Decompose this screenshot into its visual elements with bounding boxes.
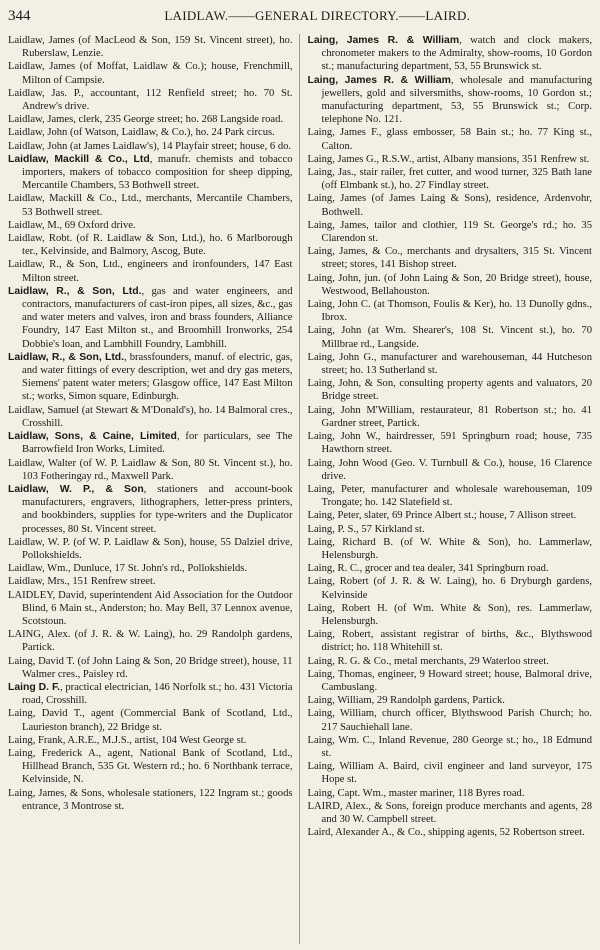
entry-name: Laidlaw, Mackill & Co., Ltd: [8, 153, 150, 165]
entry-text: Laidlaw, Walter (of W. P. Laidlaw & Son, 80 St. Vincent st.), ho. 103 Fotheringay rd., Maxwell Park.: [8, 457, 293, 482]
entry-text: Laidlaw, Wm., Dunluce, 17 St. John's rd., Pollokshields.: [8, 563, 248, 575]
directory-entry: [308, 575, 593, 601]
entry-text: Laing, David T., agent (Commercial Bank of Scotland, Ltd., Laurieston branch), 22 Bridge st.: [8, 708, 293, 733]
directory-entry: [308, 153, 593, 166]
entry-text: Laidlaw, W. P. (of W. P. Laidlaw & Son), house, 55 Dalziel drive, Pollokshields.: [8, 536, 293, 561]
directory-entry: [308, 655, 593, 668]
directory-entry: [8, 219, 293, 232]
entry-name: Laidlaw, R., & Son, Ltd.: [8, 285, 142, 297]
directory-entry: [308, 404, 593, 430]
directory-entry: [8, 285, 293, 351]
directory-entry: [8, 232, 293, 258]
entry-text: , manufr. chemists and tobacco importers, makers of tobacco composition for sheep dipping, Mercantile Chambers, 53 Bothwell street.: [22, 153, 293, 192]
entry-text: Laing, P. S., 57 Kirkland st.: [307, 523, 425, 535]
directory-entry: [8, 734, 293, 747]
directory-entry: [308, 272, 593, 298]
directory-entry: [308, 734, 593, 760]
directory-entry: [308, 74, 593, 127]
directory-entry: [308, 457, 593, 483]
directory-entry: [308, 324, 593, 350]
directory-entry: [8, 562, 293, 575]
entry-text: Laing, William, church officer, Blythswood Parish Church; ho. 217 Sauchiehall lane.: [307, 708, 592, 733]
directory-entry: [8, 404, 293, 430]
directory-entry: [8, 589, 293, 629]
entry-text: Laing, Peter, slater, 69 Prince Albert st.; house, 7 Allison street.: [307, 510, 577, 522]
directory-entry: [8, 60, 293, 86]
directory-entry: [8, 681, 293, 707]
entry-text: , gas and water engineers, and contractors, manufacturers of cast-iron pipes, all sizes, &c., gas and water meters and valves, iron and brass founders, Alliance Foundry, 147 East Milton st., and Broomhill Ironworks, 254 Dobbie's loan, and Lambhill Foundry, Lambhill.: [22, 285, 293, 350]
directory-entry: [308, 628, 593, 654]
entry-text: Laing, R. G. & Co., metal merchants, 29 Waterloo street.: [307, 655, 549, 667]
directory-entry: [8, 707, 293, 733]
entry-text: Laing, Robert (of J. R. & W. Laing), ho. 6 Dryburgh gardens, Kelvinside: [307, 576, 592, 601]
page-number: 344: [8, 8, 31, 24]
directory-entry: [8, 747, 293, 787]
directory-entry: [308, 826, 593, 839]
directory-entry: [308, 34, 593, 74]
directory-entry: [308, 760, 593, 786]
entry-text: Laing, William A. Baird, civil engineer and land surveyor, 175 Hope st.: [307, 761, 592, 786]
directory-entry: [8, 536, 293, 562]
entry-name: Laidlaw, W. P., & Son: [8, 483, 144, 495]
directory-entry: [308, 668, 593, 694]
directory-entry: [8, 87, 293, 113]
directory-entry: [8, 483, 293, 536]
entry-name: Laidlaw, Sons, & Caine, Limited: [8, 431, 177, 443]
entry-text: Laing, John C. (at Thomson, Foulis & Ker), ho. 13 Dunolly gdns., Ibrox.: [307, 299, 592, 324]
entry-text: Laing, James, & Co., merchants and drysalters, 315 St. Vincent street; stores, 141 Bishop street.: [307, 246, 592, 271]
entry-name: Laing, James R. & William: [307, 74, 451, 86]
entry-text: Laidlaw, Mackill & Co., Ltd., merchants, Mercantile Chambers, 53 Bothwell street.: [8, 193, 293, 218]
entry-text: Laing, Peter, manufacturer and wholesale warehouseman, 109 Trongate; ho. 142 Slatefield st.: [307, 483, 592, 509]
entry-text: LAIRD, Alex., & Sons, foreign produce merchants and agents, 28 and 30 W. Campbell street.: [307, 800, 592, 825]
entry-text: Laing, William, 29 Randolph gardens, Partick.: [307, 695, 505, 707]
directory-entry: [308, 351, 593, 377]
directory-entry: [308, 126, 593, 152]
entry-text: LAIDLEY, David, superintendent Aid Association for the Outdoor Blind, 6 Main st., Anderston; ho. May Bell, 37 Lennox avenue, Scotstoun.: [8, 589, 293, 627]
directory-entry: [8, 628, 293, 654]
entry-text: Laidlaw, Jas. P., accountant, 112 Renfield street; ho. 70 St. Andrew's drive.: [8, 87, 293, 113]
entry-name: Laing D. F.: [8, 681, 61, 693]
directory-entry: [308, 245, 593, 271]
directory-entry: [308, 562, 593, 575]
entry-name: Laidlaw, R., & Son, Ltd.: [8, 351, 125, 363]
directory-columns: [8, 34, 592, 944]
entry-text: Laidlaw, John (of Watson, Laidlaw, & Co.), ho. 24 Park circus.: [8, 127, 275, 139]
entry-text: Laidlaw, M., 69 Oxford drive.: [8, 219, 136, 231]
entry-text: Laing, John, jun. (of John Laing & Son, 20 Bridge street), house, Westwood, Bellahouston.: [307, 272, 592, 297]
entry-text: Laing, Frank, A.R.E., M.J.S., artist, 104 West George st.: [8, 734, 247, 746]
directory-entry: [308, 192, 593, 218]
entry-text: Laidlaw, James (of Moffat, Laidlaw & Co.); house, Frenchmill, Milton of Campsie.: [8, 61, 293, 86]
entry-text: Laidlaw, Mrs., 151 Renfrew street.: [8, 576, 156, 588]
entry-text: Laing, James, tailor and clothier, 119 St. George's rd.; ho. 35 Clarendon st.: [307, 219, 592, 245]
entry-text: Laird, Alexander A., & Co., shipping agents, 52 Robertson street.: [307, 827, 585, 839]
directory-entry: [8, 192, 293, 218]
entry-text: Laing, Richard B. (of W. White & Son), ho. Lammerlaw, Helensburgh.: [307, 536, 592, 561]
directory-entry: [308, 694, 593, 707]
entry-text: Laidlaw, James, clerk, 235 George street; ho. 268 Langside road.: [8, 114, 284, 126]
entry-text: Laidlaw, Samuel (at Stewart & M'Donald's), ho. 14 Balmoral cres., Crosshill.: [8, 404, 293, 429]
entry-text: , wholesale and manufacturing jewellers, gold and silversmiths, show-rooms, 10 Gordon st.; manufacturing department, 53, 55 Brunswick st.; Corp. telephone No. 121.: [321, 74, 592, 126]
entry-text: Laing, R. C., grocer and tea dealer, 341 Springburn road.: [307, 563, 549, 575]
entry-name: Laing, James R. & William: [307, 35, 460, 46]
directory-entry: [8, 457, 293, 483]
entry-text: , watch and clock makers, chronometer makers to the Admiralty, show-rooms, 10 Gordon st.; manufacturing department, 53, 55 Brunswick st.: [321, 35, 592, 73]
entry-text: , brassfounders, manuf. of electric, gas, and water fittings of every description, wet and dry gas meters, Siemens' patent water meters; Glasgow office, 147 East Milton st.; works, Simon square, Edinburgh.: [22, 351, 293, 403]
directory-entry: [8, 113, 293, 126]
entry-text: Laing, Frederick A., agent, National Bank of Scotland, Ltd., Hillhead Branch, 535 Gt. Western rd.; ho. 6 Northbank terrace, Kelvinside, N.: [8, 747, 293, 786]
directory-entry: [308, 787, 593, 800]
directory-entry: [8, 655, 293, 681]
directory-entry: [308, 509, 593, 522]
entry-text: Laidlaw, James (of MacLeod & Son, 159 St. Vincent street), ho. Ruberslaw, Lenzie.: [8, 35, 293, 60]
entry-text: Laidlaw, Robt. (of R. Laidlaw & Son, Ltd.), ho. 6 Marlborough ter., Kelvinside, and Balmory, Ascog, Bute.: [8, 233, 293, 258]
directory-entry: [308, 219, 593, 245]
entry-text: Laing, Capt. Wm., master mariner, 118 Byres road.: [307, 787, 525, 799]
directory-entry: [8, 258, 293, 284]
entry-text: Laing, Thomas, engineer, 9 Howard street; house, Balmoral drive, Cambuslang.: [307, 668, 592, 693]
entry-text: Laing, James G., R.S.W., artist, Albany mansions, 351 Renfrew st.: [307, 153, 590, 165]
entry-text: Laing, Wm. C., Inland Revenue, 280 George st.; ho., 18 Edmund st.: [307, 734, 592, 759]
entry-text: Laing, David T. (of John Laing & Son, 20 Bridge street), house, 11 Walmer cres., Paisley rd.: [8, 655, 293, 680]
entry-text: Laing, James, & Sons, wholesale stationers, 122 Ingram st.; goods entrance, 3 Montrose st.: [8, 787, 293, 812]
directory-entry: [8, 430, 293, 456]
entry-text: , for particulars, see The Barrowfield Iron Works, Limited.: [22, 431, 293, 456]
directory-entry: [8, 787, 293, 813]
entry-text: Laing, James F., glass embosser, 58 Bain st.; ho. 77 King st., Calton.: [307, 127, 592, 152]
entry-text: , practical electrician, 146 Norfolk st.; ho. 431 Victoria road, Crosshill.: [22, 681, 293, 707]
directory-entry: [308, 377, 593, 403]
directory-entry: [8, 140, 293, 153]
directory-entry: [308, 430, 593, 456]
directory-entry: [308, 707, 593, 733]
entry-text: Laing, John (at Wm. Shearer's, 108 St. Vincent st.), ho. 70 Millbrae rd., Langside.: [307, 325, 592, 350]
entry-text: Laing, Robert, assistant registrar of births, &c., Blythswood district; ho. 118 Whitehill st.: [307, 629, 592, 654]
directory-entry: [8, 575, 293, 588]
directory-entry: [308, 166, 593, 192]
entry-text: Laing, Robert H. (of Wm. White & Son), res. Lammerlaw, Helensburgh.: [307, 602, 592, 627]
directory-entry: [8, 153, 293, 193]
directory-entry: [8, 34, 293, 60]
entry-text: Laing, James (of James Laing & Sons), residence, Ardenvohr, Bothwell.: [307, 193, 592, 218]
entry-text: Laing, Jas., stair railer, fret cutter, and wood turner, 325 Bath lane (off Elmbank st.), ho. 27 Findlay street.: [307, 167, 592, 192]
directory-entry: [308, 536, 593, 562]
directory-entry: [308, 523, 593, 536]
entry-text: Laing, John W., hairdresser, 591 Springburn road; house, 735 Hawthorn street.: [307, 431, 592, 456]
left-column: [8, 34, 300, 944]
entry-text: Laing, John Wood (Geo. V. Turnbull & Co.), house, 16 Clarence drive.: [307, 457, 592, 482]
running-title: LAIDLAW.——GENERAL DIRECTORY.——LAIRD.: [164, 8, 471, 23]
entry-text: Laidlaw, John (at James Laidlaw's), 14 Playfair street; house, 6 do.: [8, 140, 292, 152]
entry-text: Laidlaw, R., & Son, Ltd., engineers and ironfounders, 147 East Milton street.: [8, 259, 293, 284]
directory-entry: [308, 602, 593, 628]
entry-text: Laing, John, & Son, consulting property agents and valuators, 20 Bridge street.: [307, 378, 592, 403]
directory-entry: [8, 351, 293, 404]
entry-text: , stationers and account-book manufacturers, engravers, lithographers, letter-press printers, and bookbinders, supplies for type-writers and the Duplicator processes, 80 St. Vincent street.: [22, 483, 293, 535]
directory-entry: [308, 483, 593, 509]
entry-text: Laing, John M'William, restaurateur, 81 Robertson st.; ho. 41 Gardner street, Partick.: [307, 404, 592, 429]
page-header: [8, 8, 590, 30]
entry-text: LAING, Alex. (of J. R. & W. Laing), ho. 29 Randolph gardens, Partick.: [8, 629, 293, 654]
directory-entry: [308, 800, 593, 826]
entry-text: Laing, John G., manufacturer and warehouseman, 44 Hutcheson street; ho. 13 Sutherland st.: [307, 351, 592, 377]
directory-entry: [308, 298, 593, 324]
right-column: [308, 34, 593, 944]
directory-entry: [8, 126, 293, 139]
